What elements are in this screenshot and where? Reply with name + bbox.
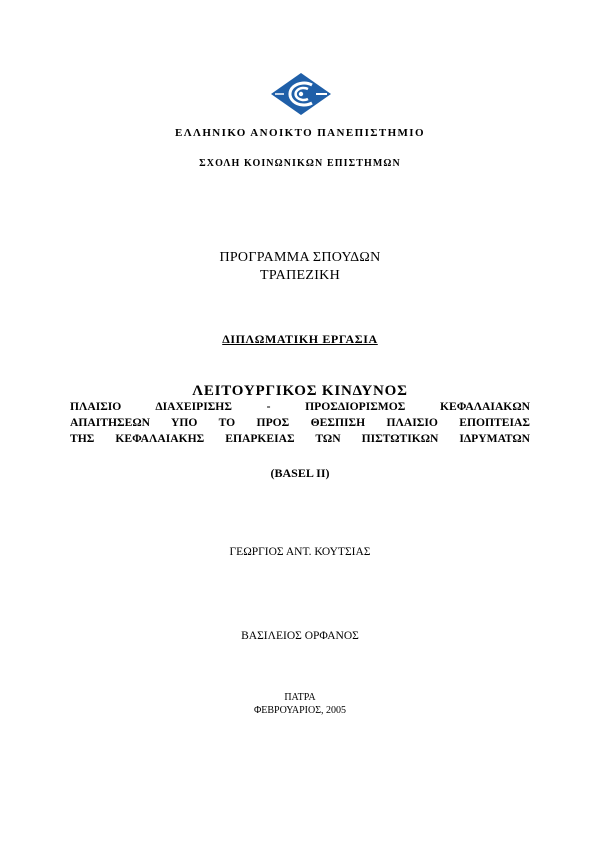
thesis-subtitle (70, 399, 530, 447)
thesis-title: ΛΕΙΤΟΥΡΓΙΚΟΣ ΚΙΝΔΥΝΟΣ (192, 383, 408, 399)
city: ΠΑΤΡΑ (284, 692, 316, 703)
author-name: ΓΕΩΡΓΙΟΣ ΑΝΤ. ΚΟΥΤΣΙΑΣ (229, 546, 371, 558)
thesis-subtitle-basel: (BASEL II) (270, 466, 330, 480)
university-logo-icon (270, 72, 332, 116)
date: ΦΕΒΡΟΥΑΡΙΟΣ, 2005 (253, 705, 347, 716)
subtitle-line: ΑΠΑΙΤΗΣΕΩΝ ΥΠΟ ΤΟ ΠΡΟΣ ΘΕΣΠΙΣΗ ΠΛΑΙΣΙΟ ΕΠΟΠΤΕΙΑΣ (70, 416, 530, 429)
subtitle-line: ΤΗΣ ΚΕΦΑΛΑΙΑΚΗΣ ΕΠΑΡΚΕΙΑΣ ΤΩΝ ΠΙΣΤΩΤΙΚΩΝ ΙΔΡΥΜΑΤΩΝ (70, 432, 530, 445)
university-name: ΕΛΛΗΝΙΚΟ ΑΝΟΙΚΤΟ ΠΑΝΕΠΙΣΤΗΜΙΟ (175, 127, 425, 139)
school-name: ΣΧΟΛΗ ΚΟΙΝΩΝΙΚΩΝ ΕΠΙΣΤΗΜΩΝ (199, 158, 401, 169)
subtitle-line: ΠΛΑΙΣΙΟ ΔΙΑΧΕΙΡΙΣΗΣ - ΠΡΟΣΔΙΟΡΙΣΜΟΣ ΚΕΦΑΛΑΙΑΚΩΝ (70, 400, 530, 413)
supervisor-name: ΒΑΣΙΛΕΙΟΣ ΟΡΦΑΝΟΣ (241, 630, 359, 642)
program-specialty: ΤΡΑΠΕΖΙΚΗ (260, 268, 340, 283)
thesis-label: ΔΙΠΛΩΜΑΤΙΚΗ ΕΡΓΑΣΙΑ (222, 332, 378, 346)
program-title: ΠΡΟΓΡΑΜΜΑ ΣΠΟΥΔΩΝ (219, 250, 381, 265)
